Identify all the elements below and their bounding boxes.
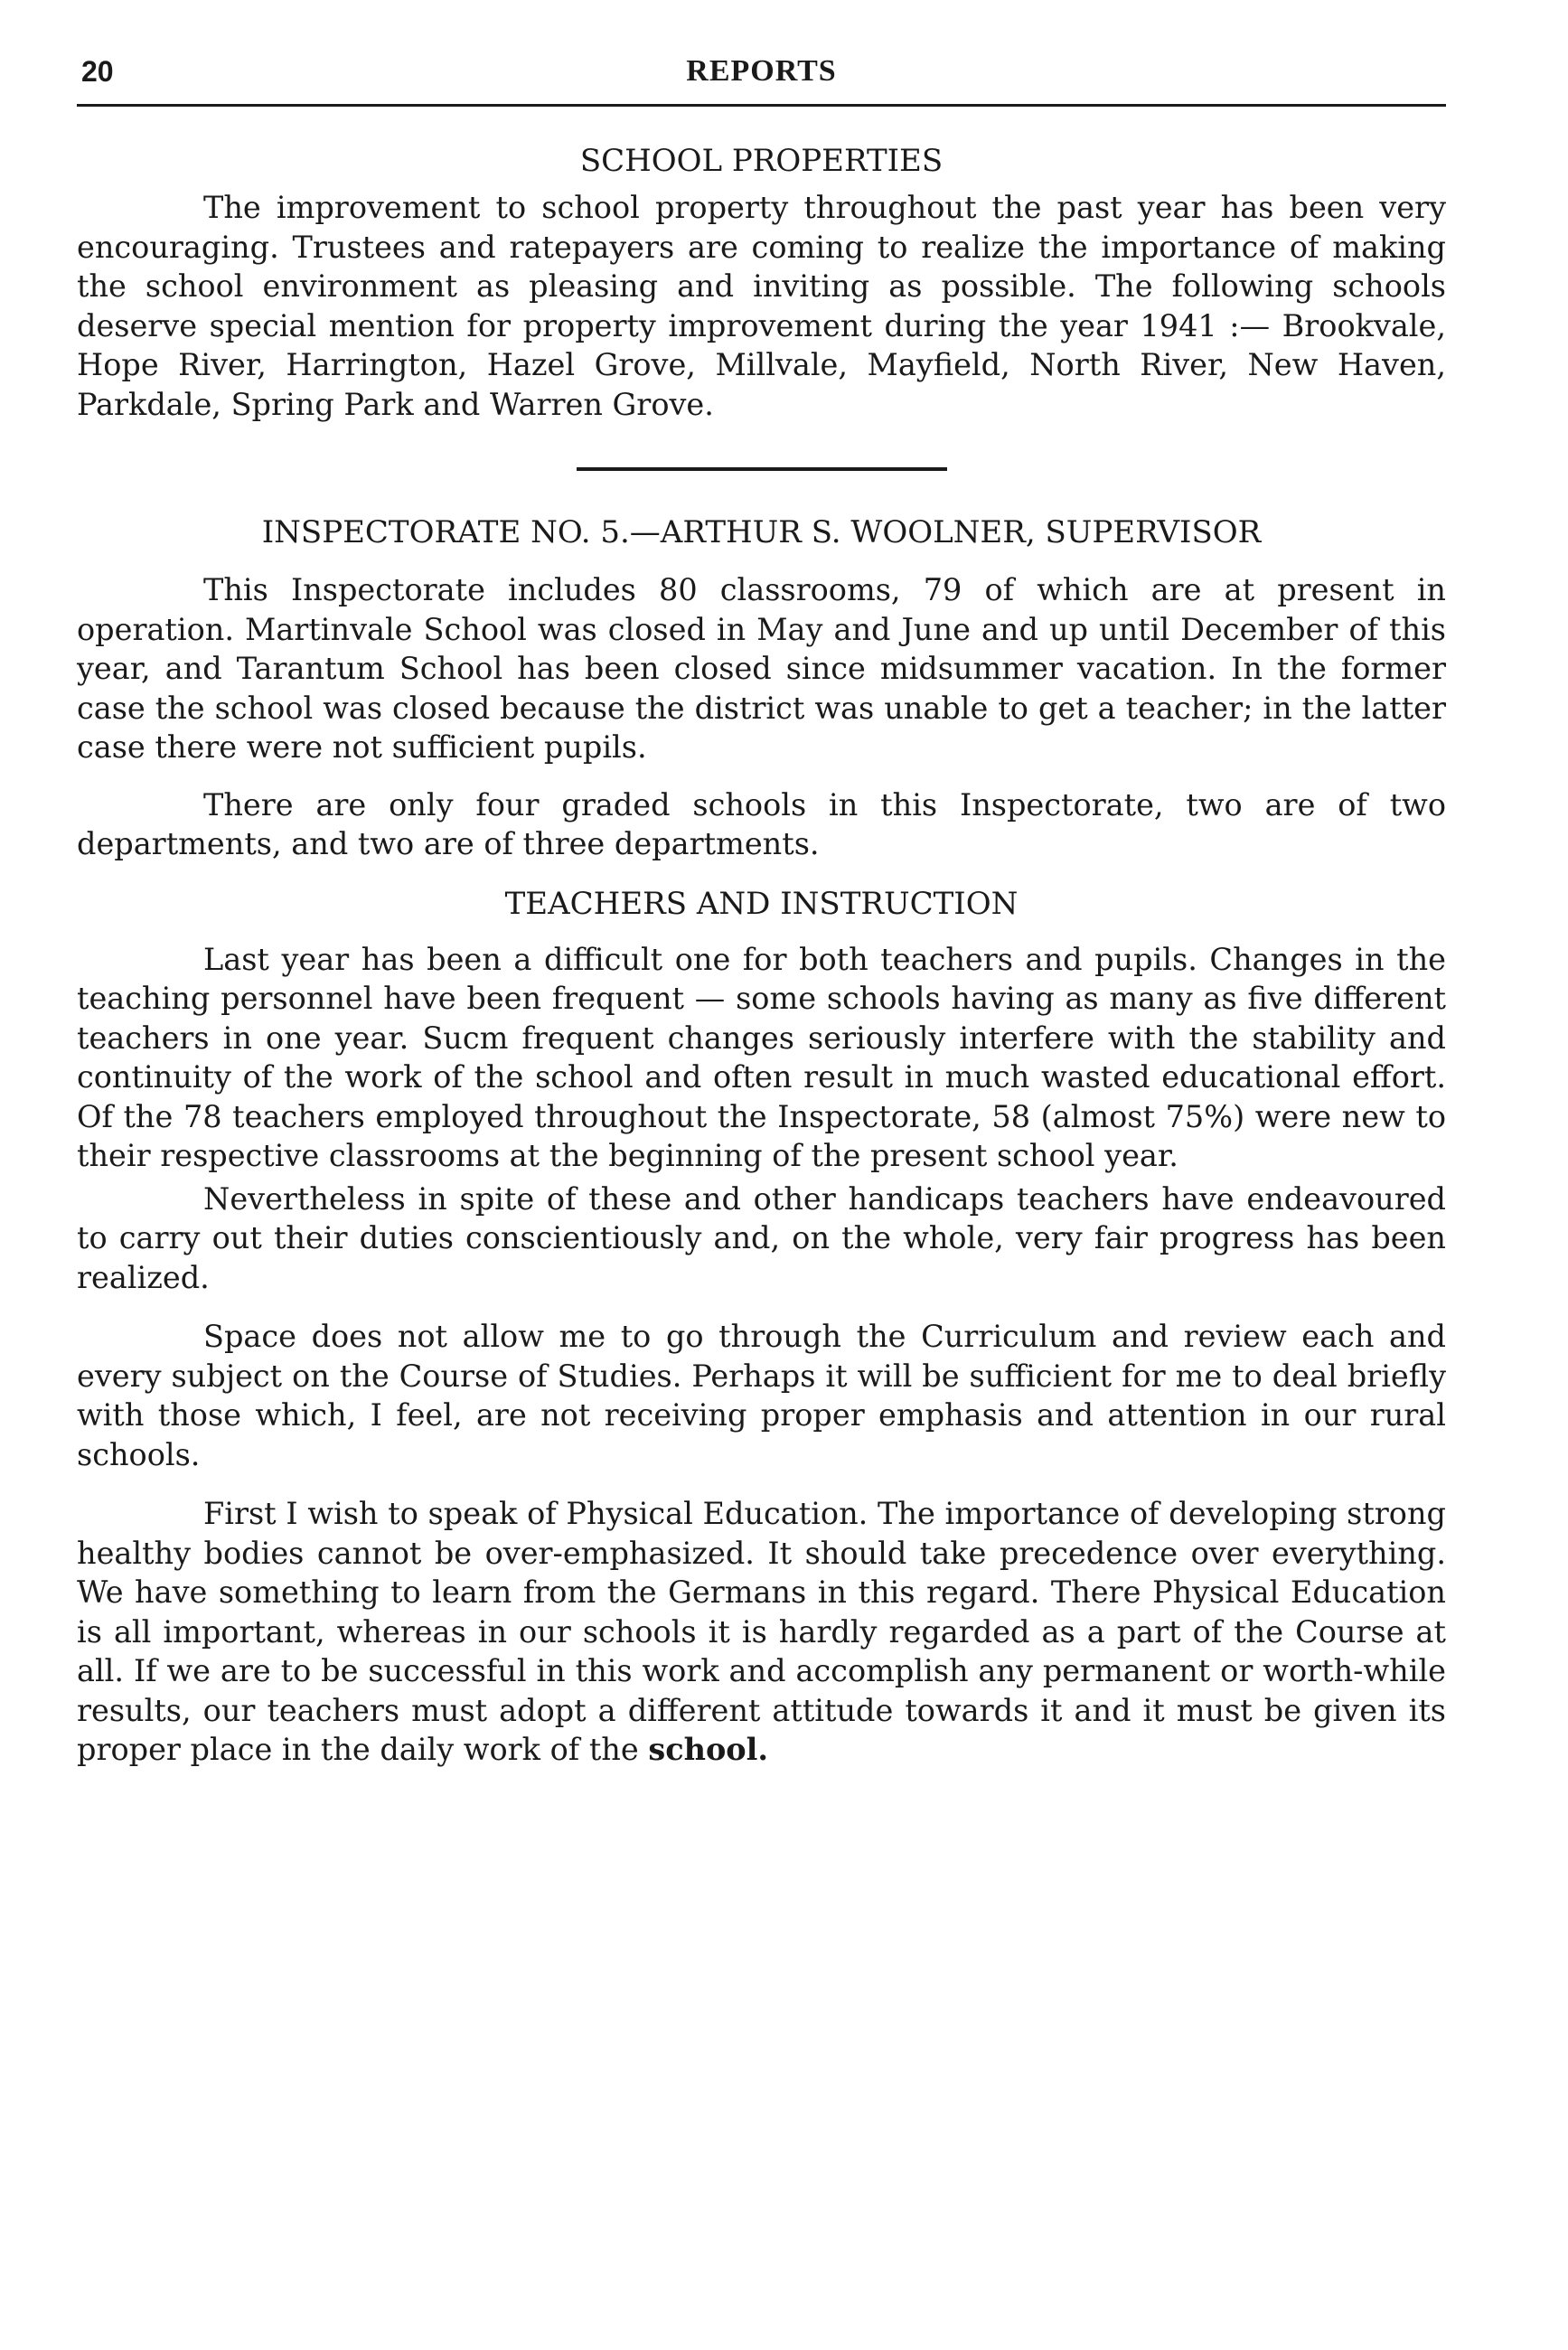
paragraph: The improvement to school property throughout the past year has been very encouraging. Trustees and ratepayers are coming to realize the importance of making the school environment as pleasing and inviting as possible. The following schools deserve special mention for property improvement during the year 1941 :— Brookvale, Hope River, Harrington, Hazel Grove, Millvale, Mayfield, North River, New Haven, Parkdale, Spring Park and Warren Grove. xyxy=(77,190,1446,422)
paragraph: There are only four graded schools in this Inspectorate, two are of two departments, and two are of three departments. xyxy=(77,786,1446,861)
closing-word: school. xyxy=(648,1732,769,1767)
running-header xyxy=(77,50,1446,107)
section-heading-teachers-instruction: TEACHERS AND INSTRUCTION xyxy=(504,885,1019,922)
paragraph: Space does not allow me to go through the Curriculum and review each and every subject on the Course of Studies. Perhaps it will be sufficient for me to deal briefly with those which, I feel, are not receiving proper emphasis and attention in our rural schools. xyxy=(77,1319,1446,1472)
paragraph: Last year has been a difficult one for both teachers and pupils. Changes in the teaching personnel have been frequent — some schools having as many as five different teachers in one year. Sucm frequent changes seriously interfere with the stability and continuity of the work of the school and often result in much wasted educational effort. Of the 78 teachers employed throughout the Inspectorate, 58 (almost 75%) were new to their respective classrooms at the beginning of the present school year. xyxy=(77,941,1446,1173)
paragraph-text: First I wish to speak of Physical Education. The importance of developing strong healthy bodies cannot be over-emphasized. It should take precedence over everything. We have something to learn from the Germans in this regard. There Physical Education is all important, whereas in our schools it is hardly regarded as a part of the Course at all. If we are to be successful in this work and accomplish any permanent or worth-while results, our teachers must adopt a different attitude towards it and it must be given its proper place in the daily work of the xyxy=(77,1496,1446,1767)
page-number: 20 xyxy=(81,55,114,88)
running-title: REPORTS xyxy=(686,54,837,88)
paragraph: Nevertheless in spite of these and other handicaps teachers have endeavoured to carry out their duties conscientiously and, on the whole, very fair progress has been realized. xyxy=(77,1180,1446,1295)
page xyxy=(77,50,1446,1770)
section-heading-school-properties: SCHOOL PROPERTIES xyxy=(579,143,944,179)
paragraph: This Inspectorate includes 80 classrooms, 79 of which are at present in operation. Martinvale School was closed in May and June and up until December of this year, and Tarantum School has been closed since midsummer vacation. In the former case the school was closed because the district was unable to get a teacher; in the latter case there were not sufficient pupils. xyxy=(77,572,1446,765)
paragraph xyxy=(77,1494,1446,1770)
section-heading-inspectorate: INSPECTORATE NO. 5.—ARTHUR S. WOOLNER, SUPERVISOR xyxy=(261,514,1262,550)
